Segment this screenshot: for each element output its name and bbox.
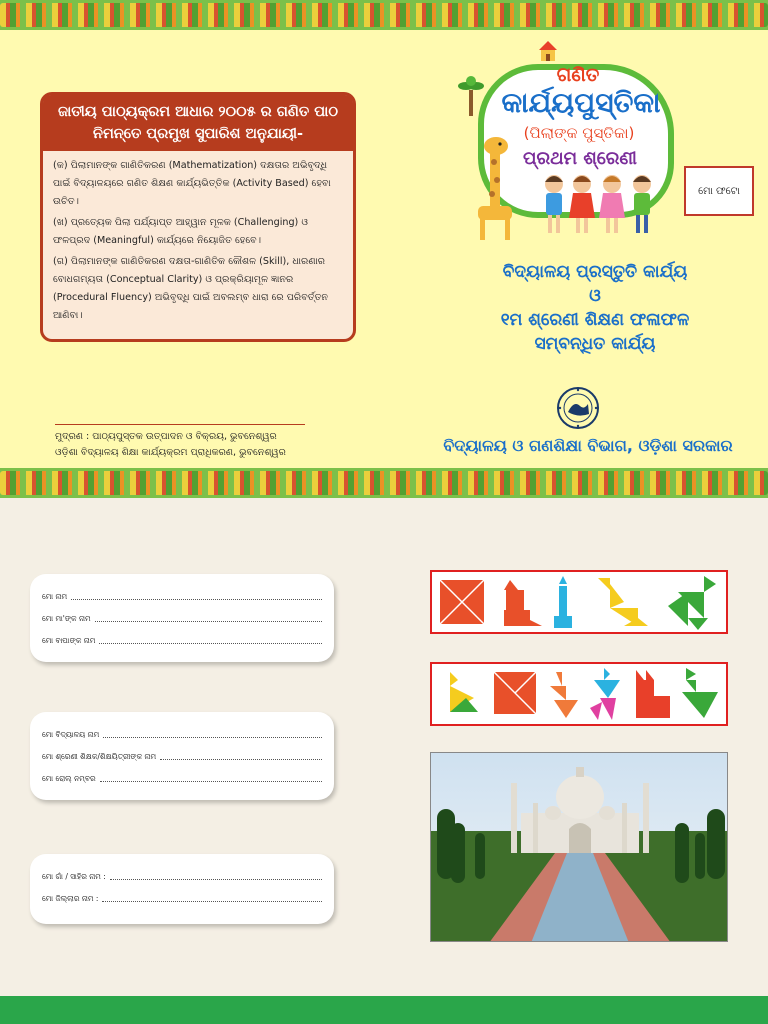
recommendation-item: (ଗ) ପିଲାମାନଙ୍କ ଗାଣିତିକରଣ ଦକ୍ଷତା-ଗାଣିତିକ କୌଶଳ (Skill), ଧାରଣାର ବୋଧଗମ୍ୟତା (Conceptual Clarity) ଓ ପ୍ରକ୍ରିୟାମୂଳ ଜ୍ଞାନର (Procedural Fluency) ଅଭିବୃଦ୍ଧି ପାଇଁ ଅବଲମ୍ବ ଧାରା ରେ ପରିବର୍ତ୍ତନ ଆଣିବା। xyxy=(53,256,329,321)
recommendation-item: (ଖ) ପ୍ରତ୍ୟେକ ପିଲା ପର୍ଯ୍ୟାପ୍ତ ଆହ୍ୱାନ ମୂଳକ (Challenging) ଓ ଫଳପ୍ରଦ (Meaningful) କାର୍ଯ୍ୟରେ ନିୟୋଜିତ ହେବେ। xyxy=(53,217,308,246)
school-details-box xyxy=(30,712,334,800)
roll-number-field[interactable] xyxy=(100,781,322,782)
house-icon xyxy=(538,40,558,62)
subject-title: ଗଣିତ xyxy=(556,64,600,86)
tangram-goose-icon xyxy=(682,668,718,718)
address-details-box xyxy=(30,854,334,924)
department-name: ବିଦ୍ୟାଳୟ ଓ ଗଣଶିକ୍ଷା ବିଭାଗ, ଓଡ଼ିଶା ସରକାର xyxy=(443,436,733,455)
photo-label: ମୋ ଫଟୋ xyxy=(698,185,740,197)
tangram-rabbit-icon xyxy=(550,672,578,718)
tangram-camel-icon xyxy=(668,576,716,630)
tangram-panel-1 xyxy=(430,570,728,634)
form-row-father: ମୋ ବାପାଙ୍କ ନାମ xyxy=(42,624,322,646)
tangram-panel-2 xyxy=(430,662,728,726)
subtitle-line-4: ସମ୍ବନ୍ଧିତ କାର୍ଯ୍ୟ xyxy=(534,334,656,354)
name-field[interactable] xyxy=(71,599,322,600)
bottom-green-strip xyxy=(0,996,768,1024)
school-name-field[interactable] xyxy=(103,737,322,738)
tangram-shapes-1 xyxy=(432,572,726,632)
form-row-mother: ମୋ ମା'ଙ୍କ ନାମ xyxy=(42,602,322,624)
tangram-cat-icon xyxy=(504,580,542,626)
tangram-cat-2-icon xyxy=(636,670,670,718)
photo-placeholder xyxy=(684,166,754,216)
teacher-name-field[interactable] xyxy=(160,759,322,760)
form-row-school: ମୋ ବିଦ୍ୟାଳୟ ନାମ xyxy=(42,718,322,740)
printer-line: ମୁଦ୍ରଣ : ପାଠ୍ୟପୁସ୍ତକ ଉତ୍ପାଦନ ଓ ବିକ୍ରୟ, ଭୁବନେଶ୍ୱର xyxy=(55,431,277,442)
children-illustration xyxy=(540,170,660,238)
audience-label: (ପିଲାଙ୍କ ପୁସ୍ତିକା) xyxy=(523,124,635,142)
village-name-field[interactable] xyxy=(110,879,322,880)
publisher-info xyxy=(55,424,305,461)
form-row-district: ମୋ ଜିଲ୍ଲାର ନାମ : xyxy=(42,882,322,904)
father-name-field[interactable] xyxy=(99,643,322,644)
taj-mahal-photo xyxy=(430,752,728,942)
tangram-duck-icon xyxy=(450,672,478,712)
subtitle-line-3: ୧ମ ଶ୍ରେଣୀ ଶିକ୍ଷଣ ଫଳାଫଳ xyxy=(500,310,690,330)
government-emblem-icon xyxy=(556,386,600,430)
middle-decorative-border xyxy=(0,468,768,498)
district-name-field[interactable] xyxy=(102,901,322,902)
giraffe-icon xyxy=(470,132,520,242)
recommendations-list xyxy=(43,151,353,325)
personal-details-box xyxy=(30,574,334,662)
subtitle-line-1: ବିଦ୍ୟାଳୟ ପ୍ରସ୍ତୁତି କାର୍ଯ୍ୟ xyxy=(502,262,688,282)
mother-name-field[interactable] xyxy=(95,621,322,622)
recommendations-heading: ଜାତୀୟ ପାଠ୍ୟକ୍ରମ ଆଧାର ୨୦୦୫ ର ଗଣିତ ପାଠ ନିମନ୍ତେ ପ୍ରମୁଖ ସୁପାରିଶ ଅନୁଯାୟୀ- xyxy=(43,95,353,151)
recommendation-item: (କ) ପିଲାମାନଙ୍କ ଗାଣିତିକରଣ (Mathematization) ଦକ୍ଷତାର ଅଭିବୃଦ୍ଧି ପାଇଁ ବିଦ୍ୟାଳୟରେ ଗଣିତ ଶିକ୍ଷଣ କାର୍ଯ୍ୟଭିତ୍ତିକ (Activity Based) ହେବା ଉଚିତ। xyxy=(53,160,331,207)
tangram-dancer-icon xyxy=(590,668,620,720)
subtitle-conjunction: ଓ xyxy=(589,286,601,306)
recommendations-card xyxy=(40,92,356,342)
tangram-square-2-icon xyxy=(494,672,536,714)
book-title: କାର୍ଯ୍ୟପୁସ୍ତିକା xyxy=(501,86,661,119)
tangram-square-icon xyxy=(440,580,484,624)
form-row-teacher: ମୋ ଶ୍ରେଣୀ ଶିକ୍ଷକ/ଶିକ୍ଷୟିତ୍ରୀଙ୍କ ନାମ xyxy=(42,740,322,762)
form-row-roll: ମୋ ରୋଲ୍ ନମ୍ବର xyxy=(42,762,322,784)
tangram-candle-icon xyxy=(554,576,572,628)
top-decorative-border xyxy=(0,0,768,30)
grade-label: ପ୍ରଥମ ଶ୍ରେଣୀ xyxy=(523,148,637,169)
form-row-village: ମୋ ଗାଁ / ସାହିର ନାମ : xyxy=(42,860,322,882)
authority-line: ଓଡ଼ିଶା ବିଦ୍ୟାଳୟ ଶିକ୍ଷା କାର୍ଯ୍ୟକ୍ରମ ପ୍ରାଧିକରଣ, ଭୁବନେଶ୍ୱର xyxy=(55,447,286,458)
form-row-name: ମୋ ନାମ xyxy=(42,580,322,602)
tangram-bird-icon xyxy=(598,578,648,626)
tangram-shapes-2 xyxy=(432,664,726,724)
